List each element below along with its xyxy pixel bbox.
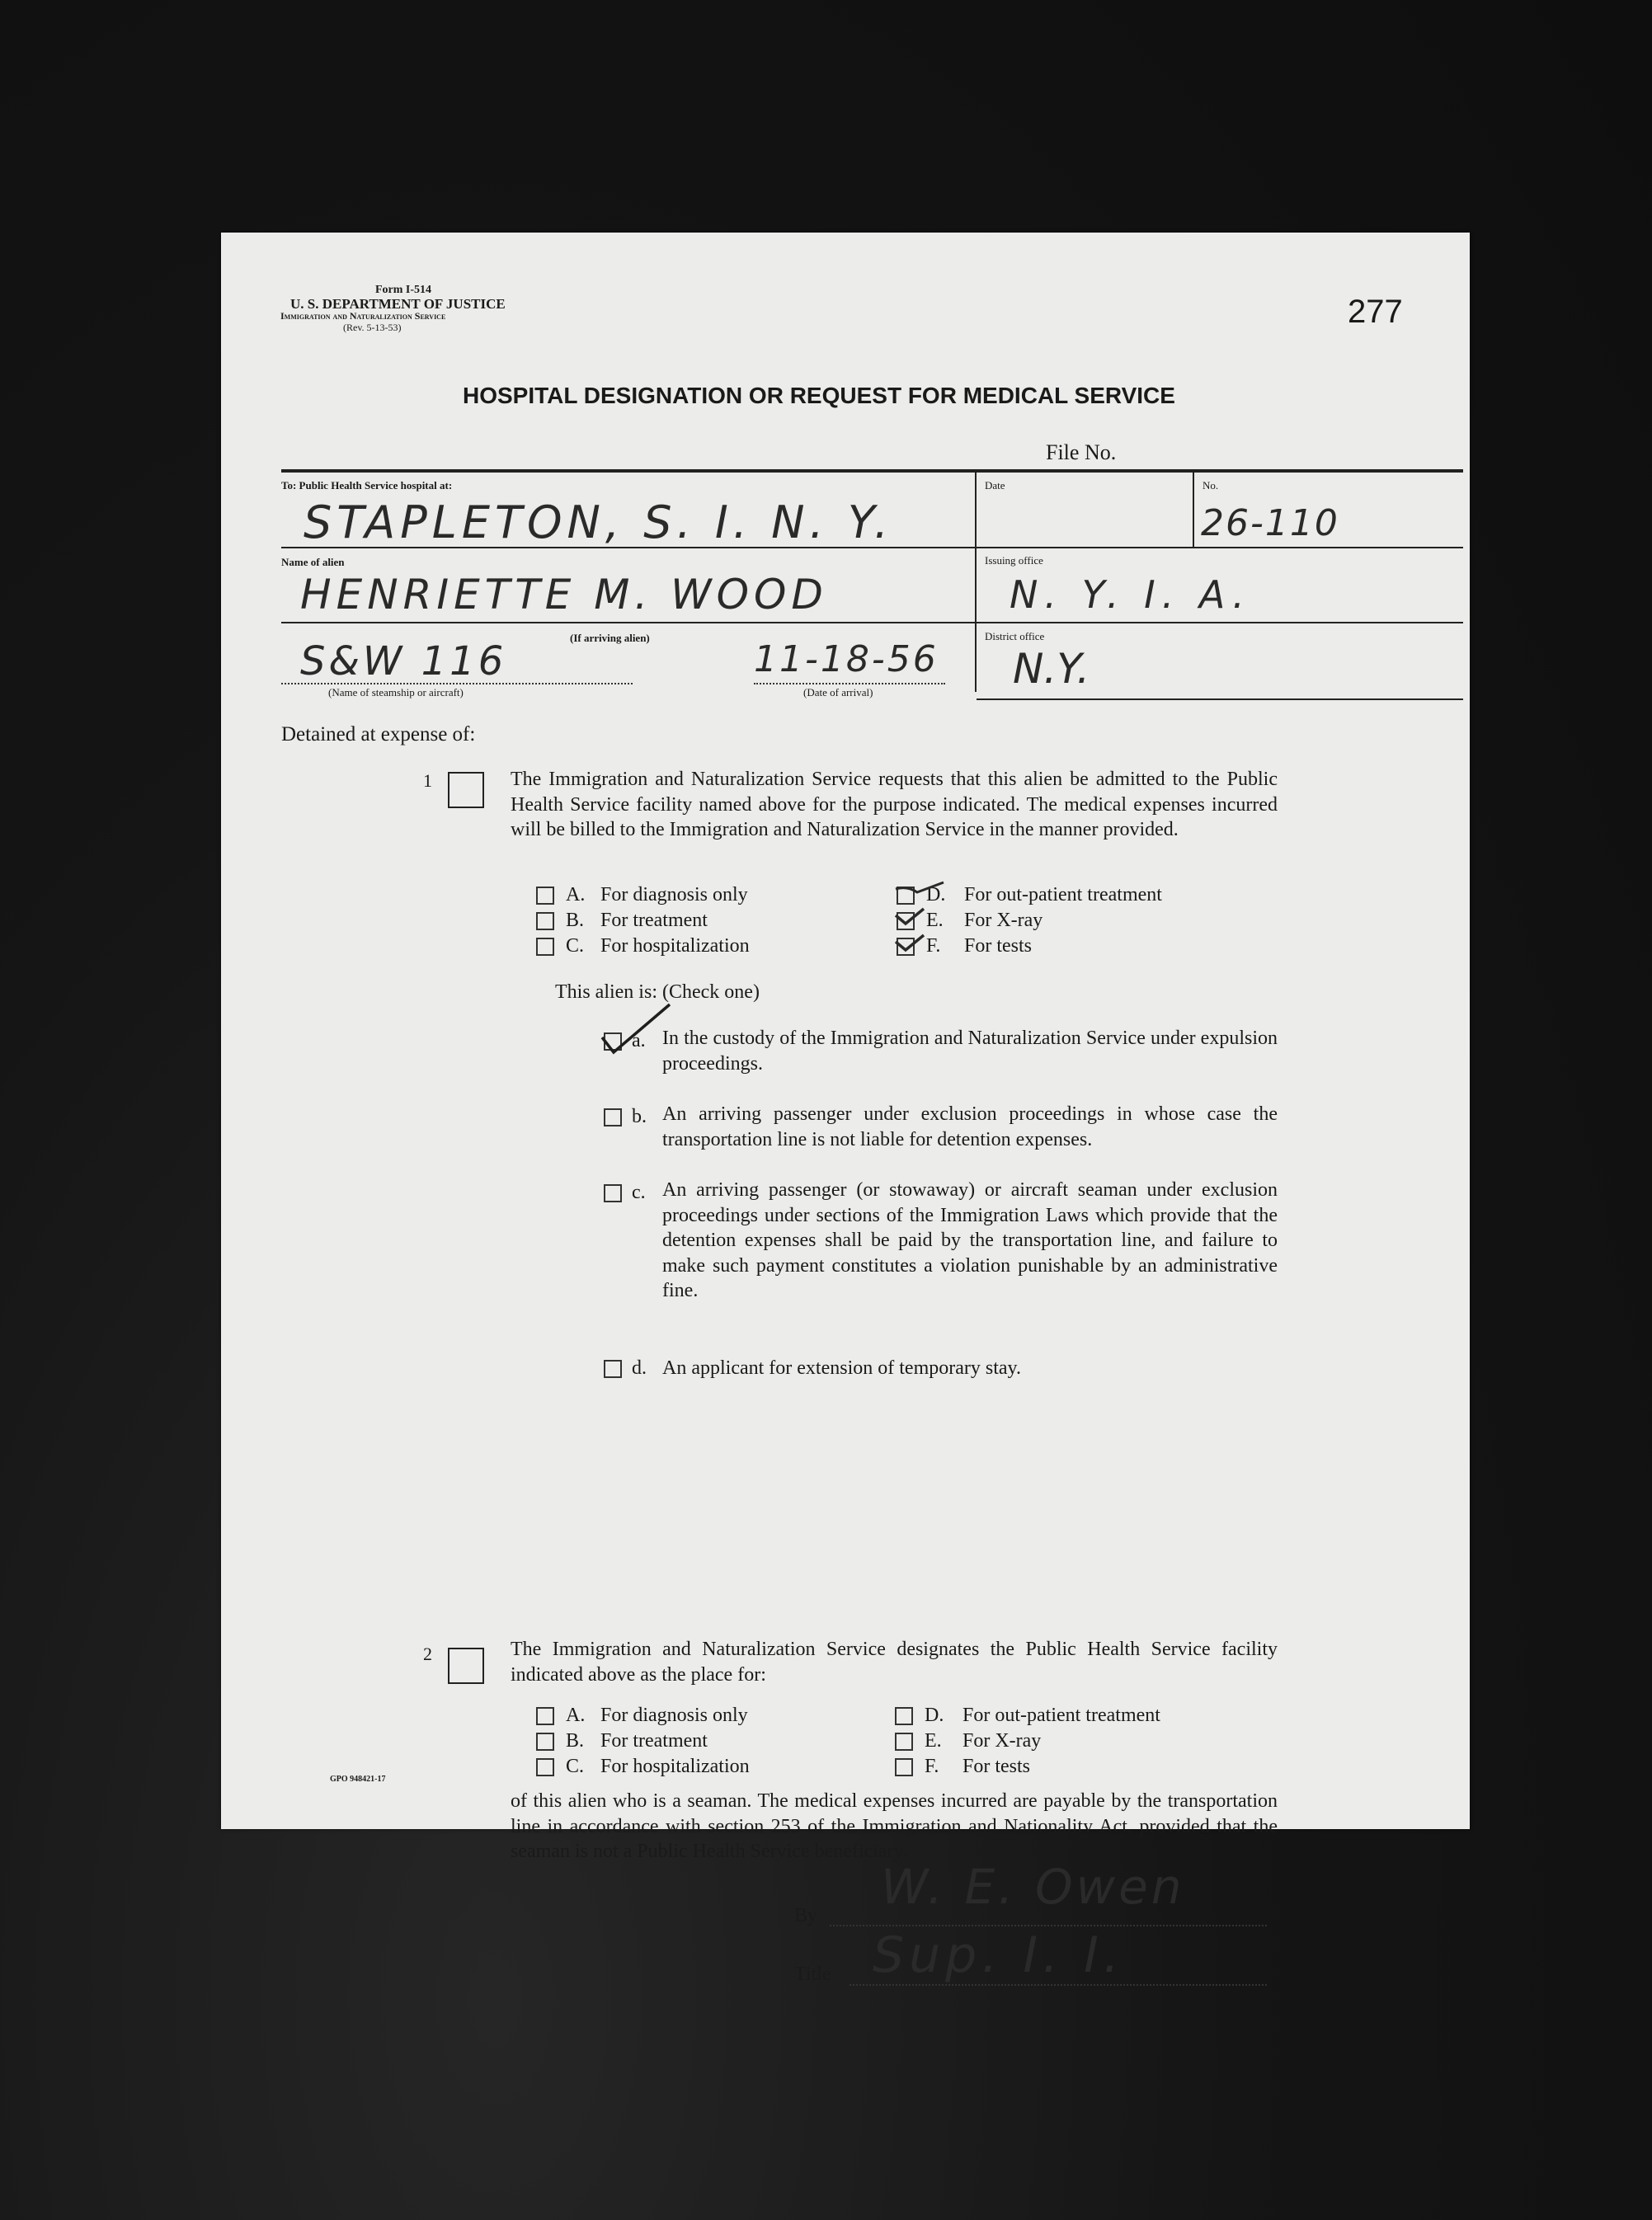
district-office-label: District office	[985, 630, 1045, 642]
section-2-closing-text: of this alien who is a seaman. The medical expenses incurred are payable by the transportation line in accordance with section 253 of the Immigration and Nationality Act, provided that the seaman is not a Public Health Service beneficiary.	[511, 1790, 1278, 1862]
title-line	[850, 1984, 1267, 1986]
steamship-line	[281, 683, 633, 684]
form-page	[221, 233, 1470, 1985]
s2-option-d-checkbox[interactable]	[895, 1707, 913, 1725]
s1-option-c-checkbox[interactable]	[536, 938, 554, 956]
status-c-checkbox[interactable]	[604, 1184, 622, 1202]
s2-option-c-label: For hospitalization	[600, 1756, 750, 1777]
title-label: Title	[794, 1964, 831, 1985]
status-d-text: An applicant for extension of temporary stay.	[662, 1357, 1021, 1379]
alien-name-value: HENRIETTE M. WOOD	[300, 571, 828, 618]
status-d-key: d.	[632, 1357, 647, 1379]
s2-option-e-checkbox[interactable]	[895, 1733, 913, 1751]
s2-option-b-label: For treatment	[600, 1730, 708, 1752]
table-rule-4	[977, 698, 1463, 700]
section-1-text: The Immigration and Naturalization Service requests that this alien be admitted to the Public Health Service facility named above for the purpose indicated. The medical expenses incurred will be billed to the Immigration and Naturalization Service in the manner provided.	[511, 769, 1278, 840]
table-rule-3	[281, 622, 1463, 623]
file-number-value: 26-110	[1201, 502, 1339, 544]
s1-option-e-label: For X-ray	[964, 910, 1043, 931]
s2-option-f-label: For tests	[962, 1756, 1031, 1777]
s2-option-d-key: D.	[925, 1705, 944, 1726]
name-label: Name of alien	[281, 556, 345, 568]
s1-option-a-label: For diagnosis only	[600, 884, 748, 905]
table-vertical-rule	[975, 473, 977, 692]
form-number: Form I-514	[375, 284, 432, 296]
arrival-date-line	[754, 683, 945, 684]
s1-option-c-label: For hospitalization	[600, 935, 750, 957]
s2-option-d-label: For out-patient treatment	[962, 1705, 1160, 1726]
file-no-label: File No.	[1046, 440, 1117, 464]
section-1-number: 1	[423, 770, 432, 791]
check-marks-d-e-f-icon	[891, 877, 957, 960]
to-label: To: Public Health Service hospital at:	[281, 479, 453, 492]
s2-option-f-checkbox[interactable]	[895, 1758, 913, 1776]
by-label: By	[794, 1905, 818, 1926]
table-top-rule	[281, 469, 1463, 473]
section-2-checkbox[interactable]	[448, 1648, 484, 1684]
issuing-office-label: Issuing office	[985, 554, 1043, 567]
status-b-text: An arriving passenger under exclusion proceedings in whose case the transportation line is not liable for detention expenses.	[662, 1103, 1278, 1150]
arrival-date-label: (Date of arrival)	[803, 686, 873, 698]
s1-option-b-checkbox[interactable]	[536, 912, 554, 930]
s2-option-a-label: For diagnosis only	[600, 1705, 748, 1726]
section-2-text: The Immigration and Naturalization Service designates the Public Health Service facility indicated above as the place for:	[511, 1639, 1278, 1686]
s2-option-c-key: C.	[566, 1756, 585, 1777]
detained-label: Detained at expense of:	[281, 723, 476, 745]
district-office-value: N.Y.	[1013, 645, 1090, 693]
service-name: Immigration and Naturalization Service	[280, 310, 446, 322]
status-a-key: a.	[632, 1030, 646, 1051]
s1-option-a-checkbox[interactable]	[536, 887, 554, 905]
s2-option-b-key: B.	[566, 1730, 585, 1752]
s1-option-a-key: A.	[566, 884, 586, 905]
signature-value: W. E. Owen	[881, 1859, 1185, 1915]
s1-option-e-key: E.	[926, 910, 944, 931]
check-mark-a-icon	[599, 999, 673, 1057]
s2-option-c-checkbox[interactable]	[536, 1758, 554, 1776]
s2-option-e-label: For X-ray	[962, 1730, 1042, 1752]
arrival-date-value: 11-18-56	[754, 638, 939, 680]
department-name: U. S. DEPARTMENT OF JUSTICE	[290, 296, 506, 312]
section-2-number: 2	[423, 1644, 432, 1664]
status-b-key: b.	[632, 1106, 647, 1127]
alien-is-label: This alien is: (Check one)	[555, 981, 760, 1003]
no-column-rule	[1193, 473, 1194, 547]
section-1-checkbox[interactable]	[448, 772, 484, 808]
revision-date: (Rev. 5-13-53)	[343, 322, 402, 333]
hospital-location-value: STAPLETON, S. I. N. Y.	[304, 496, 894, 548]
status-a-text: In the custody of the Immigration and Naturalization Service under expulsion proceedings.	[662, 1028, 1278, 1075]
if-arriving-label: (If arriving alien)	[570, 632, 650, 644]
status-b-checkbox[interactable]	[604, 1108, 622, 1126]
date-label: Date	[985, 479, 1005, 492]
s1-option-c-key: C.	[566, 935, 585, 957]
s1-option-f-label: For tests	[964, 935, 1033, 957]
s1-option-f-key: F.	[926, 935, 941, 957]
issuing-office-value: N. Y. I. A.	[1010, 572, 1251, 617]
form-title: HOSPITAL DESIGNATION OR REQUEST FOR MEDICAL SERVICE	[463, 383, 1175, 408]
s1-option-d-label: For out-patient treatment	[964, 884, 1162, 905]
s1-option-b-key: B.	[566, 910, 585, 931]
steamship-value: S&W 116	[300, 638, 507, 684]
s2-option-a-key: A.	[566, 1705, 586, 1726]
title-value: Sup. I. I.	[873, 1926, 1124, 1984]
status-d-checkbox[interactable]	[604, 1360, 622, 1378]
s1-option-b-label: For treatment	[600, 910, 708, 931]
no-label: No.	[1203, 479, 1219, 492]
s2-option-a-checkbox[interactable]	[536, 1707, 554, 1725]
s2-option-b-checkbox[interactable]	[536, 1733, 554, 1751]
s1-option-d-key: D.	[926, 884, 946, 905]
steamship-label: (Name of steamship or aircraft)	[328, 686, 464, 698]
s2-option-e-key: E.	[925, 1730, 942, 1752]
status-c-key: c.	[632, 1182, 646, 1203]
page-number: 277	[1348, 294, 1403, 330]
status-c-text: An arriving passenger (or stowaway) or aircraft seaman under exclusion proceedings under sections of the Immigration Laws which provide that the detention expenses shall be paid by the transportation line, and failure to make such payment constitutes a violation punishable by an administrative fine.	[662, 1179, 1278, 1301]
printer-code: GPO 948421-17	[330, 1775, 386, 1784]
s2-option-f-key: F.	[925, 1756, 939, 1777]
